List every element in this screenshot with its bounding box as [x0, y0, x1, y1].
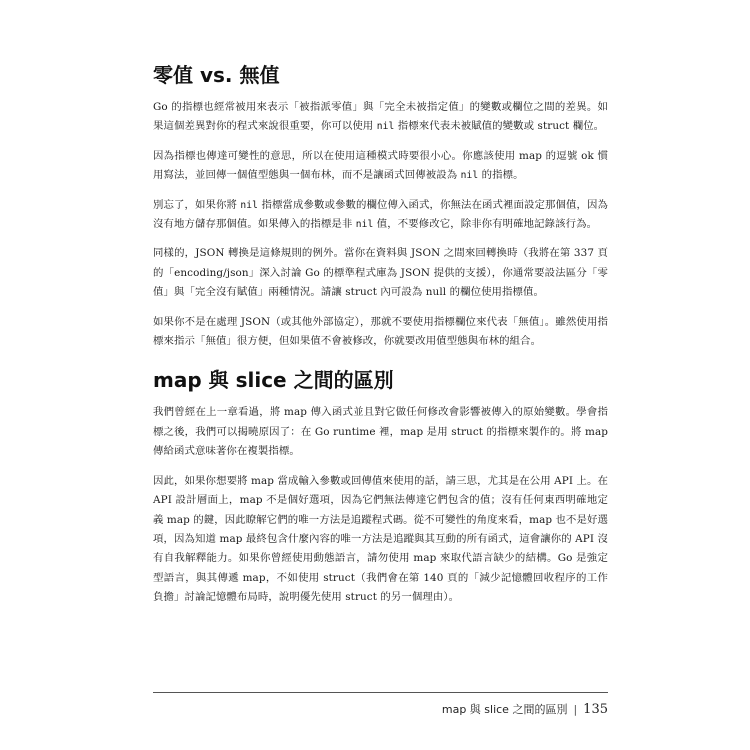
section-heading-map-vs-slice: map 與 slice 之間的區別: [153, 368, 394, 393]
text-run: Go 的指標也經常被用來表示「被指派零值」與「完全未被指定值」的變數或欄位之間的差異。如果這個差異對你的程式來說很重要，你可以使用: [153, 101, 608, 133]
page-number: 135: [583, 702, 608, 717]
inline-code: nil: [460, 170, 479, 182]
paragraph: [153, 244, 608, 302]
paragraph: [153, 98, 608, 137]
page-footer: [153, 692, 608, 717]
running-head: map 與 slice 之間的區別: [441, 703, 568, 716]
paragraph: [153, 472, 608, 608]
paragraph: [153, 147, 608, 186]
inline-code: nil: [240, 199, 259, 211]
page-body: [153, 62, 608, 618]
footer-text: [442, 701, 608, 717]
paragraph: [153, 403, 608, 461]
footer-separator: |: [573, 703, 578, 716]
text-run: 的指標。: [478, 169, 524, 182]
text-run: 我們曾經在上一章看過，將 map 傳入函式並且對它做任何修改會影響被傳入的原始變數。學會指標之後，我們可以揭曉原因了：在 Go runtime 裡，map 是用 struct 的指標來製作的。將 map 傳給函式意味著你在複製指標。: [153, 406, 608, 458]
section-map-vs-slice: [153, 403, 608, 607]
paragraph: [153, 313, 608, 352]
inline-code: nil: [355, 219, 374, 231]
paragraph: [153, 196, 608, 235]
section-heading-zero-vs-no-value: 零值 vs. 無值: [153, 63, 280, 87]
inline-code: nil: [376, 121, 395, 133]
text-run: 因此，如果你想要將 map 當成輸入參數或回傳值來使用的話，請三思，尤其是在公用 API 上。在 API 設計層面上，map 不是個好選項，因為它們無法傳達它們包含的值；沒有任何東西明確地定義 map 的鍵，因此瞭解它們的唯一方法是追蹤程式碼。從不可變性的角度來看，map 也不是好選項，因為知道 map 最終包含什麼內容的唯一方法是追蹤與其互動的所有函式，這會讓你的 API 沒有自我解釋能力。如果你曾經使用動態語言，請勿使用 map 來取代語言缺少的結構。Go 是強定型語言，與其傳遞 map，不如使用 struct（我們會在第 140 頁的「減少記憶體回收程序的工作負擔」討論記憶體布局時，說明優先使用 struct 的另一個理由）。: [153, 474, 608, 604]
text-run: 因為指標也傳達可變性的意思，所以在使用這種模式時要很小心。你應該使用 map 的逗號 ok 慣用寫法，並回傳一個值型態與一個布林，而不是讓函式回傳被設為: [153, 149, 608, 182]
text-run: 指標來代表未被賦值的變數或 struct 欄位。: [394, 120, 605, 133]
text-run: 同樣的，JSON 轉換是這條規則的例外。當你在資料與 JSON 之間來回轉換時（我將在第 337 頁的「encoding/json」深入討論 Go 的標準程式庫為 JSON 提供的支援），你通常要設法區分「零值」與「完全沒有賦值」兩種情況。請讓 struct 內可設為 null 的欄位使用指標值。: [153, 247, 608, 299]
section-zero-vs-no-value: [153, 98, 608, 351]
text-run: 如果你不是在處理 JSON（或其他外部協定），那就不要使用指標欄位來代表「無值」。雖然使用指標來指示「無值」很方便，但如果值不會被修改，你就要改用值型態與布林的組合。: [153, 315, 608, 348]
text-run: 別忘了，如果你將: [153, 198, 241, 211]
text-run: 值，不要修改它，除非你有明確地記錄該行為。: [373, 218, 598, 231]
text-run: 指標當成參數或參數的欄位傳入函式，你無法在函式裡面設定那個值，因為沒有地方儲存那個值。如果傳入的指標是非: [153, 198, 608, 231]
